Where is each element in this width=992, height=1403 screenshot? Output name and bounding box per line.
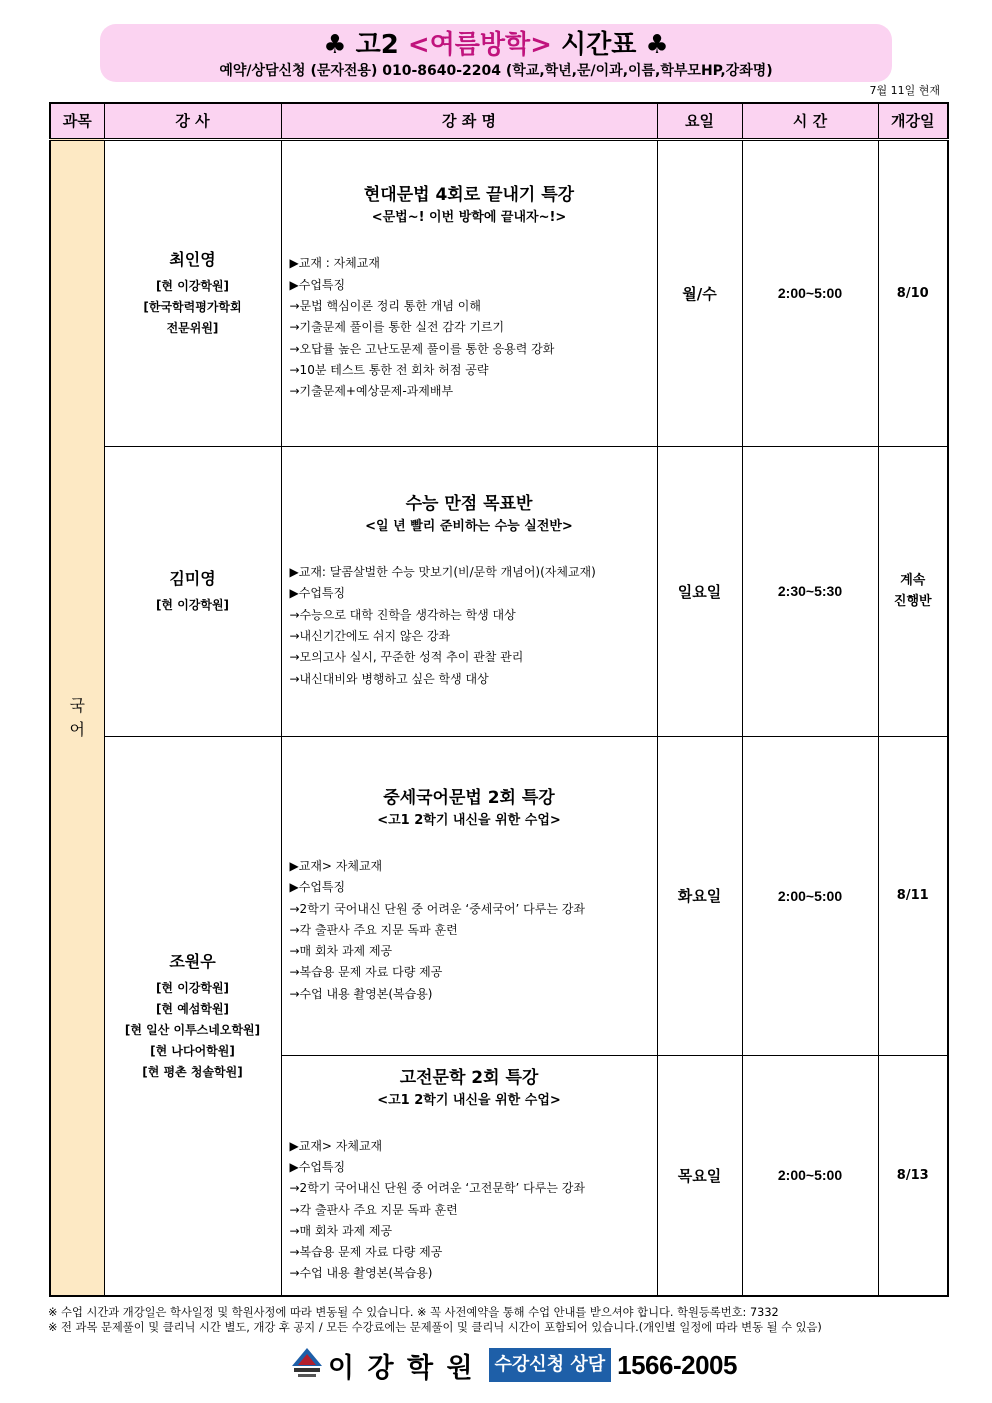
course-day: 화요일	[657, 736, 742, 1055]
table-row	[50, 736, 948, 1055]
academy-logo	[290, 1346, 475, 1385]
course-title: 고전문학 2회 특강	[399, 1067, 539, 1088]
academy-name: 이 강 학 원	[328, 1352, 475, 1384]
course-day: 일요일	[657, 446, 742, 736]
course-detail-line: →각 출판사 주요 지문 독파 훈련	[289, 922, 458, 937]
title-highlight: <여름방학>	[407, 30, 552, 60]
table-row	[50, 139, 948, 446]
academy-logo-icon	[290, 1346, 324, 1384]
teacher-name: 최인영	[169, 250, 216, 269]
schedule-table	[49, 102, 949, 1297]
course-detail-line: ▶교재 : 자체교재	[289, 256, 380, 271]
header-course: 강 좌 명	[281, 103, 657, 139]
course-detail-line: →내신기간에도 쉬지 않은 강좌	[289, 629, 451, 643]
teacher-credential: [한국학력평가학회	[143, 300, 242, 314]
course-detail-line: ▶교재> 자체교재	[289, 1138, 383, 1153]
teacher-name: 김미영	[169, 569, 216, 588]
header-time: 시 간	[742, 103, 878, 139]
course-detail-line: →각 출판사 주요 지문 독파 훈련	[289, 1202, 458, 1217]
course-open-date: 계속 진행반	[878, 446, 948, 736]
note-line: ※ 전 과목 문제풀이 및 클리닉 시간 별도, 개강 후 공지 / 모든 수강료에는 문제풀이 및 클리닉 시간이 포함되어 있습니다.(개인별 일정에 따라 변동 될 수 있음)	[48, 1321, 822, 1334]
course-detail-line: →2학기 국어내신 단원 중 어려운 ‘고전문학’ 다루는 강좌	[289, 1181, 585, 1196]
header-day: 요일	[657, 103, 742, 139]
teacher-credential: [현 예섬학원]	[155, 1001, 230, 1016]
teacher-credential: 전문위원]	[166, 321, 219, 335]
header-teacher: 강 사	[104, 103, 281, 139]
course-subtitle: <고1 2학기 내신을 위한 수업>	[377, 1092, 561, 1108]
as-of-date: 7월 11일 현재	[869, 84, 940, 97]
contact-line: 예약/상담신청 (문자전용) 010-8640-2204 (학교,학년,문/이과,이름,학부모HP,강좌명)	[219, 63, 773, 79]
table-header-row	[50, 103, 948, 139]
teacher-credential: [현 이강학원]	[155, 279, 230, 293]
note-line: ※ 수업 시간과 개강일은 학사일정 및 학원사정에 따라 변동될 수 있습니다. ※ 꼭 사전예약을 통해 수업 안내를 받으셔야 합니다. 학원등록번호: 7332	[48, 1306, 779, 1319]
course-title: 중세국어문법 2회 특강	[383, 787, 555, 808]
course-detail-line: →기출문제 풀이를 통한 실전 감각 기르기	[289, 320, 505, 335]
teacher-credential: [현 이강학원]	[155, 980, 230, 995]
course-detail-line: ▶수업특징	[289, 880, 346, 895]
course-detail-line: →수업 내용 촬영본(복습용)	[289, 1266, 433, 1281]
course-subtitle: <문법~! 이번 방학에 끝내자~!>	[371, 210, 567, 226]
course-time: 2:00~5:00	[742, 1055, 878, 1296]
enroll-consult-label: 수강신청 상담	[489, 1348, 612, 1382]
teacher-cell	[104, 139, 281, 446]
course-detail-line: →문법 핵심이론 정리 통한 개념 이해	[289, 299, 481, 314]
teacher-name: 조원우	[169, 951, 216, 971]
course-detail-line: →수능으로 대학 진학을 생각하는 학생 대상	[289, 607, 516, 622]
page-title	[100, 24, 892, 62]
teacher-cell	[104, 446, 281, 736]
course-open-date: 8/13	[878, 1055, 948, 1296]
course-detail-line: →2학기 국어내신 단원 중 어려운 ‘중세국어’ 다루는 강좌	[289, 901, 585, 916]
teacher-credential: [현 일산 이투스네오학원]	[124, 1022, 261, 1037]
teacher-credential: [현 이강학원]	[155, 598, 230, 612]
course-cell	[281, 139, 657, 446]
course-detail-line: →기출문제+예상문제-과제배부	[289, 384, 454, 399]
course-cell	[281, 1055, 657, 1296]
title-suffix: 시간표 ♣	[551, 30, 669, 60]
footer	[290, 1344, 737, 1386]
course-subtitle: <고1 2학기 내신을 위한 수업>	[377, 812, 561, 828]
course-detail-line: →복습용 문제 자료 다량 제공	[289, 965, 443, 980]
phone-number: 1566-2005	[617, 1349, 737, 1380]
course-time: 2:00~5:00	[742, 139, 878, 446]
course-day: 목요일	[657, 1055, 742, 1296]
teacher-credential: [현 평촌 청솔학원]	[142, 1064, 243, 1079]
course-detail-line: →10분 테스트 통한 전 회차 허점 공략	[289, 362, 489, 377]
teacher-credential: [현 나다어학원]	[150, 1043, 235, 1058]
header-subject: 과목	[50, 103, 104, 139]
notes	[48, 1305, 948, 1335]
course-open-date: 8/10	[878, 139, 948, 446]
table-row	[50, 446, 948, 736]
course-title: 현대문법 4회로 끝내기 특강	[363, 185, 575, 206]
subject-cell: 국 어	[50, 139, 104, 1296]
course-cell	[281, 736, 657, 1055]
course-detail-line: ▶수업특징	[289, 277, 346, 292]
course-cell	[281, 446, 657, 736]
title-banner	[100, 24, 892, 82]
course-detail-line: ▶수업특징	[289, 1160, 346, 1174]
course-detail-line: ▶교재> 자체교재	[289, 858, 383, 873]
course-time: 2:00~5:00	[742, 736, 878, 1055]
course-subtitle: <일 년 빨리 준비하는 수능 실전반>	[365, 519, 573, 535]
course-time: 2:30~5:30	[742, 446, 878, 736]
course-detail-line: →매 회차 과제 제공	[289, 944, 393, 959]
course-detail-line: →모의고사 실시, 꾸준한 성적 추이 관찰 관리	[289, 650, 524, 665]
course-detail-line: →내신대비와 병행하고 싶은 학생 대상	[289, 671, 489, 686]
title-prefix: ♣ 고2	[323, 30, 408, 60]
course-detail-line: →수업 내용 촬영본(복습용)	[289, 986, 433, 1001]
header-open-date: 개강일	[878, 103, 948, 139]
course-detail-line: ▶수업특징	[289, 586, 346, 601]
teacher-cell	[104, 736, 281, 1296]
course-detail-line: →복습용 문제 자료 다량 제공	[289, 1245, 443, 1260]
course-detail-line: →매 회차 과제 제공	[289, 1223, 393, 1238]
course-detail-line: ▶교재: 달콤살벌한 수능 맛보기(비/문학 개념어)(자체교재)	[289, 565, 596, 580]
course-title: 수능 만점 목표반	[405, 494, 533, 515]
course-open-date: 8/11	[878, 736, 948, 1055]
course-day: 월/수	[657, 139, 742, 446]
course-detail-line: →오답률 높은 고난도문제 풀이를 통한 응용력 강화	[289, 341, 555, 356]
